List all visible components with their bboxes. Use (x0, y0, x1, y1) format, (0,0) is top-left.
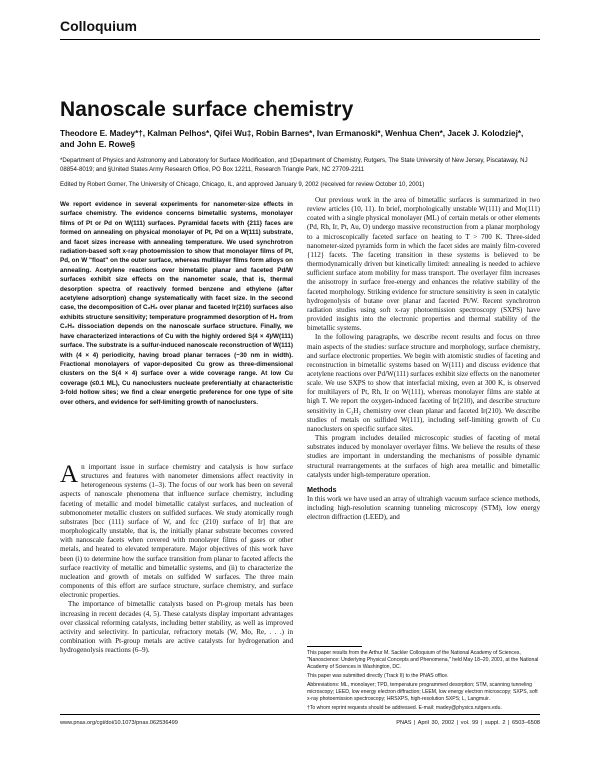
author-list: Theodore E. Madey*†, Kalman Pelhos*, Qifei Wu‡, Robin Barnes*, Ivan Ermanoski*, Wenhua Chen*, Jacek J. Kolodziej*, and John E. Rowe§ (60, 129, 524, 149)
section-label: Colloquium (60, 18, 137, 34)
intro-text: n important issue in surface chemistry and catalysis is how surface structures and features with nanometer dimensions affect reactivity in heterogeneous systems (1–3). The focus of our work has been on several aspects of nanoscale phenomena that influence surface chemistry, including faceting of metallic and model bimetallic catalyst surfaces, and nucleation of submonometer metallic clusters on sulfided surfaces. We study atomically rough substrates [bcc (111) surface of W, and fcc (210) surface of Ir] that are morphologically unstable, that is, the initially planar substrate becomes covered with nanoscale facets when covered with monolayer films of gases or other metals, and heated to elevated temperature. Major objectives of this work have been (i) to determine how the surface transition from planar to faceted affects the surface reactivity of metallic and bimetallic systems, and (ii) to characterize the nucleation and growth of metals on sulfided W surfaces. The three main components of this effort are surface structure, surface chemistry, and surface electronic properties. (60, 463, 293, 600)
footnote: †To whom reprint requests should be addressed. E-mail: madey@physics.rutgers.edu. (307, 705, 502, 711)
methods-heading: Methods (307, 484, 337, 494)
footnote-rule (307, 646, 362, 647)
body-paragraph: This program includes detailed microscopic studies of faceting of metal substrates induced by monolayer overlayer films. We believe the results of these studies are important in understanding the mechanisms of possible dynamic structural rearrangements at the surfaces of high area metallic and bimetallic catalysts under high-temperature operation. (307, 434, 540, 479)
journal-citation: PNAS | April 30, 2002 | vol. 99 | suppl. 2 | 6503–6508 (396, 720, 540, 726)
doi-link[interactable]: www.pnas.org/cgi/doi/10.1073/pnas.062536499 (60, 720, 178, 726)
abstract: We report evidence in several experiments for nanometer-size effects in surface chemistry. The evidence concerns bimetallic systems, monolayer films of Pt or Pd on W(111) surfaces. Pyramidal facets with {211} faces are formed on annealing on physical monolayer of Pt, Pd on a W(111) substrate, and facet sizes increase with annealing temperature. We used synchrotron radiation-based soft x-ray photoemission to show that monolayer films of Pt, Pd, on W "float" on the outer surface, whereas multilayer films form alloys on annealing. Acetylene reactions over bimetallic planar and faceted Pd/W surfaces exhibit size effects on the nanometer scale, that is, thermal desorption spectra of reactively formed benzene and ethylene (after acetylene adsorption) change systematically with facet size. In the second case, the decomposition of C₂H₂ over planar and faceted Ir(210) surfaces also exhibits structure sensitivity; temperature programmed desorption of H₂ from C₂H₂ dissociation depends on the nanoscale surface structure. Finally, we have characterized interactions of Cu with the highly ordered S(4 × 4)/W(111) surface. The substrate is a sulfur-induced nanoscale reconstruction of W(111) with (4 × 4) periodicity, having broad planar terraces (~30 nm in width). Fractional monolayers of vapor-deposited Cu grow as three-dimensional clusters on the S(4 × 4) surface over a wide coverage range. At low Cu coverage (≤0.1 ML), Cu nanoclusters nucleate preferentially at characteristic 3-fold hollow sites; we find a clear energetic preference for one type of site over others, and evidence for self-limiting growth of nanoclusters. (60, 201, 293, 406)
drop-cap: A (60, 461, 79, 488)
footer-rule (60, 714, 540, 715)
intro-paragraph (60, 463, 293, 600)
header-rule (60, 39, 540, 40)
body-paragraph: In the following paragraphs, we describe recent results and focus on three main aspects of the studies: surface structure and morphology, surface chemistry, and surface electronic properties. We begin with atomistic studies of faceting and reconstruction in bimetallic systems based on W(111) and discuss evidence that acetylene reactions over Pd/W(111) surfaces exhibit size effects on the nanometer scale. We use SXPS to show that interfacial mixing, even at 300 K, is observed for multilayers of Pt, Rh, Ir on W(111), whereas monolayer films are stable at high T. We report the oxygen-induced faceting of Ir(210), and describe structure sensitivity in C₂H₂ chemistry over clean planar and faceted Ir(210). We describe studies of metals on sulfided W(111), including self-limiting growth of Cu nanoclusters on specific surface sites. (307, 333, 540, 433)
body-column-left (60, 463, 293, 655)
body-paragraph: In this work we have used an array of ultrahigh vacuum surface science methods, including high-resolution scanning tunneling microscopy (STM), low energy electron diffraction (LEED), and (307, 495, 540, 522)
footnote: This paper was submitted directly (Track II) to the PNAS office. (307, 673, 449, 679)
affiliations: *Department of Physics and Astronomy and Laboratory for Surface Modification, and ‡Department of Chemistry, Rutgers, The State University of New Jersey, Piscataway, NJ 08854-8019; and §United States Army Research Office, PO Box 12211, Research Triangle Park, NC 27709-2211 (60, 157, 528, 173)
body-column-right (307, 196, 540, 522)
article-title: Nanoscale surface chemistry (60, 98, 354, 121)
edited-by-line: Edited by Robert Gomer, The University of Chicago, Chicago, IL, and approved January 9, 2002 (received for review October 10, 2001) (60, 181, 425, 188)
footnote: Abbreviations: ML, monolayer; TPD, temperature programmed desorption; STM, scanning tunneling microscopy; LEED, low energy electron diffraction; LEEM, low energy electron microscopy; SXPS, soft x-ray photoemission spectroscopy; HRSXPS, high-resolution SXPS; L, Langmuir. (307, 682, 538, 702)
footnote: This paper results from the Arthur M. Sackler Colloquium of the National Academy of Sciences, "Nanoscience: Underlying Physical Concepts and Phenomena," held May 18–20, 2001, at the National Academy of Sciences in Washington, DC. (307, 650, 539, 670)
footnotes (307, 650, 540, 714)
body-paragraph: Our previous work in the area of bimetallic surfaces is summarized in two review articles (10, 11). In brief, morphologically unstable W(111) and Mo(111) coated with a single physical monolayer (ML) of certain metals or other elements (Pd, Rh, Ir, Pt, Au, O) undergo massive reconstruction from a planar morphology to a microscopically faceted surface on heating to T > 700 K. Three-sided nanometer-sized pyramids form in which the facet sides are mainly film-covered {112} facets. The faceting transition in these systems is believed to be thermodynamically driven but kinetically limited: annealing is needed to achieve sufficient surface atom mobility for mass transport. The overlayer film increases the anisotropy in surface free-energy and enhances the relative stability of the faceted morphology. Striking evidence for structure sensitivity is seen in catalytic hydrogenolysis of butane over planar and faceted Pt/W. Recent synchrotron radiation studies using soft x-ray photoemission spectroscopy (SXPS) have provided insights into the electronic properties and thermal stability of the bimetallic systems. (307, 196, 540, 333)
body-paragraph: The importance of bimetallic catalysts based on Pt-group metals has been increasing in recent decades (4, 5). These catalysts display important advantages over classical reforming catalysts, including better stability, as well as improved activity and selectivity. In particular, refractory metals (W, Mo, Re, . . .) in combination with Pt-group metals are active catalysts for hydrogenation and hydrogenolysis reactions (6–9). (60, 600, 293, 655)
